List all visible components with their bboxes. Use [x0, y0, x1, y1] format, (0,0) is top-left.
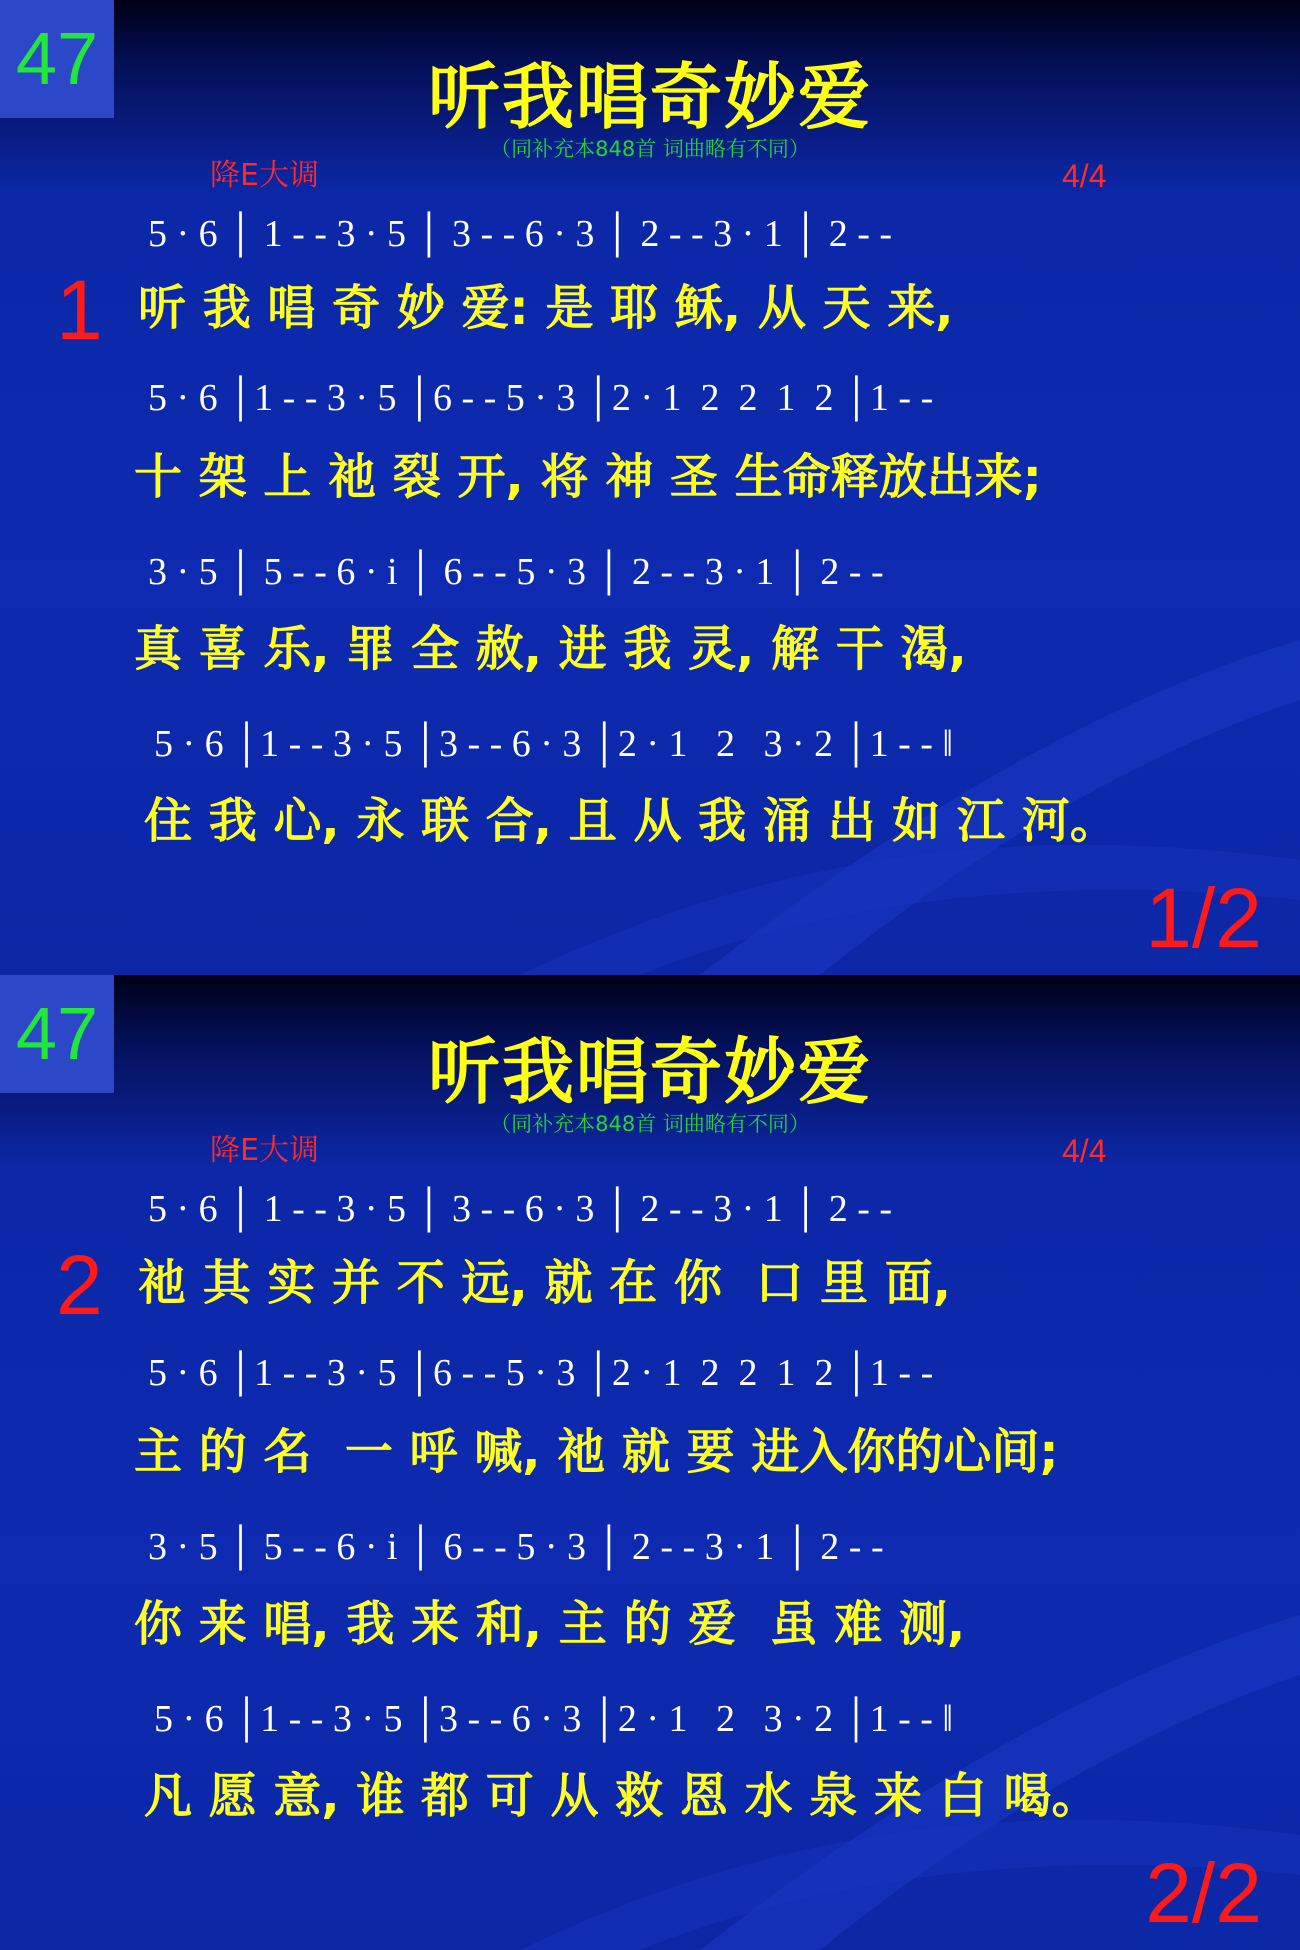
page-indicator: 2/2	[1145, 1846, 1262, 1940]
time-signature: 4/4	[1062, 158, 1107, 194]
key-signature: 降E大调	[210, 1133, 319, 1168]
notation-line: 3 · 5 │ 5 - - 6 · i │ 6 - - 5 · 3 │ 2 - - 3 · 1 │ 2 - -	[148, 1526, 884, 1568]
notation-line: 3 · 5 │ 5 - - 6 · i │ 6 - - 5 · 3 │ 2 - - 3 · 1 │ 2 - -	[148, 551, 884, 593]
stanza-number: 1	[56, 263, 103, 357]
lyric-line: 主 的 名 一 呼 喊, 祂 就 要 进入你的心间;	[134, 1424, 1059, 1480]
hymn-number: 47	[0, 0, 114, 118]
lyric-line: 十 架 上 祂 裂 开, 将 神 圣 生命释放出来;	[134, 449, 1042, 505]
hymn-number: 47	[0, 975, 114, 1093]
notation-line: 5 · 6 │1 - - 3 · 5 │3 - - 6 · 3 │2 · 1 2 3 · 2 │1 - - ‖	[154, 723, 954, 765]
lyric-line: 听 我 唱 奇 妙 爱: 是 耶 稣, 从 天 来,	[138, 280, 954, 336]
lyric-line: 真 喜 乐, 罪 全 赦, 进 我 灵, 解 干 渴,	[134, 621, 967, 677]
notation-line: 5 · 6 │1 - - 3 · 5 │3 - - 6 · 3 │2 · 1 2 3 · 2 │1 - - ‖	[154, 1698, 954, 1740]
notation-line: 5 · 6 │ 1 - - 3 · 5 │ 3 - - 6 · 3 │ 2 - - 3 · 1 │ 2 - -	[148, 1188, 893, 1230]
notation-line: 5 · 6 │ 1 - - 3 · 5 │ 3 - - 6 · 3 │ 2 - - 3 · 1 │ 2 - -	[148, 213, 893, 255]
page-indicator: 1/2	[1145, 871, 1262, 965]
hymn-subtitle: （同补充本848首 词曲略有不同）	[490, 137, 810, 161]
lyric-line: 你 来 唱, 我 来 和, 主 的 爱 虽 难 测,	[134, 1596, 966, 1652]
notation-line: 5 · 6 │1 - - 3 · 5 │6 - - 5 · 3 │2 · 1 2 2 1 2 │1 - -	[148, 1352, 934, 1394]
notation-line: 5 · 6 │1 - - 3 · 5 │6 - - 5 · 3 │2 · 1 2 2 1 2 │1 - -	[148, 377, 934, 419]
hymn-subtitle: （同补充本848首 词曲略有不同）	[490, 1112, 810, 1136]
stanza-number: 2	[56, 1238, 103, 1332]
key-signature: 降E大调	[210, 158, 319, 193]
hymn-title: 听我唱奇妙爱	[427, 1030, 872, 1114]
hymn-title: 听我唱奇妙爱	[427, 55, 872, 139]
lyric-line: 祂 其 实 并 不 远, 就 在 你 口 里 面,	[138, 1255, 952, 1311]
lyric-line: 凡 愿 意, 谁 都 可 从 救 恩 水 泉 来 白 喝。	[144, 1768, 1100, 1824]
time-signature: 4/4	[1062, 1133, 1107, 1169]
slide-2	[0, 975, 1300, 1950]
lyric-line: 住 我 心, 永 联 合, 且 从 我 涌 出 如 江 河。	[144, 793, 1118, 849]
